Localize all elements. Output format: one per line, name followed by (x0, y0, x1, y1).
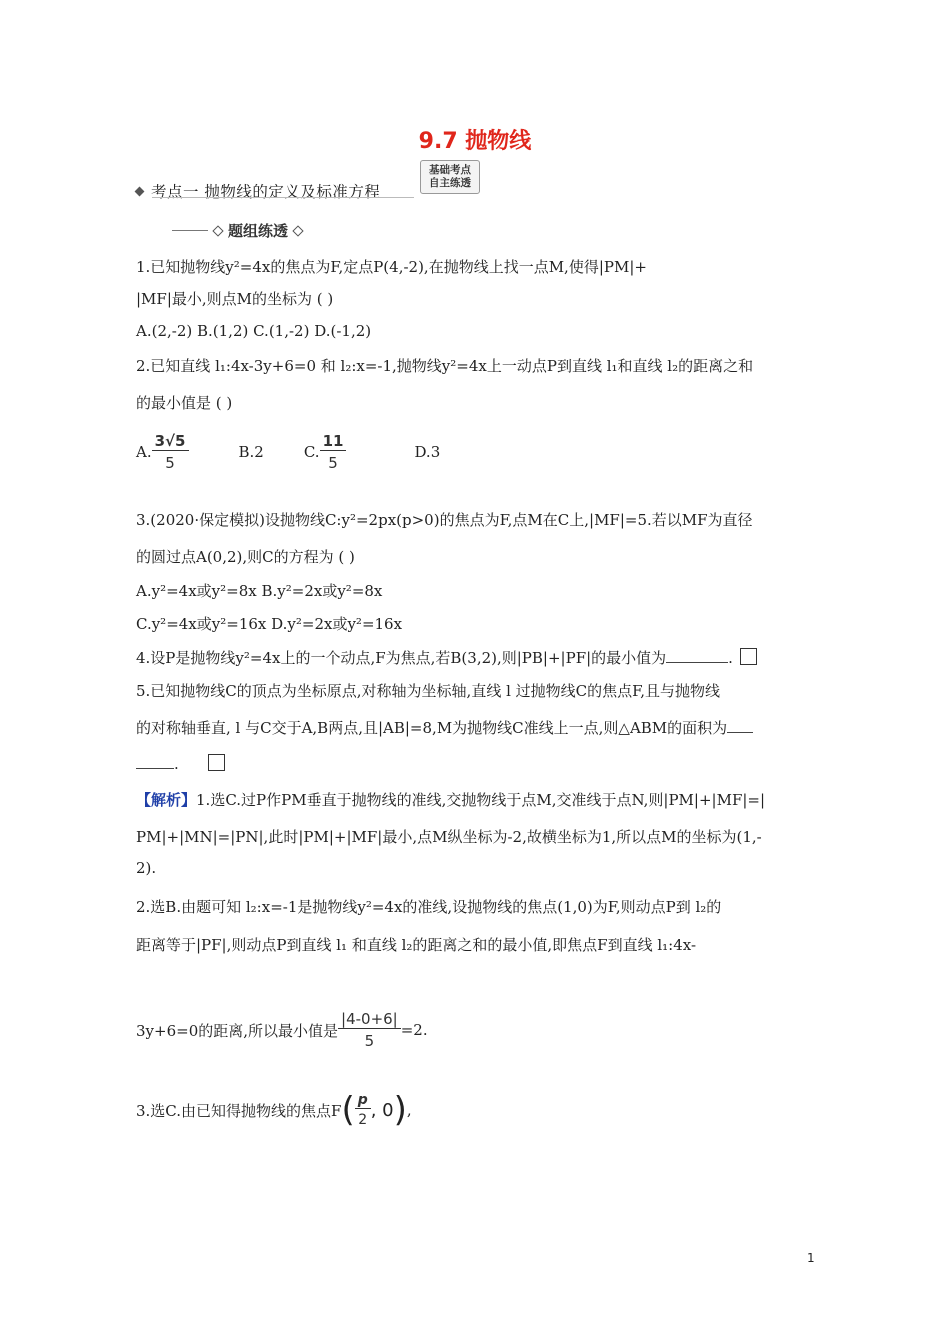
a3-fraction (355, 1092, 371, 1128)
a3-tail: , (406, 1101, 412, 1119)
q2-line2: 的最小值是 ( ) (136, 394, 233, 412)
q2-opt-a-fraction (152, 432, 189, 472)
subhead-rule-left (172, 230, 208, 231)
q5-answer-blank-2[interactable] (136, 754, 174, 769)
a2-end: =2. (400, 1021, 428, 1039)
section-heading (136, 180, 380, 202)
a2-line3-text: 3y+6=0的距离,所以最小值是 (136, 1021, 339, 1040)
q2-opt-a-num: 3√5 (152, 432, 189, 451)
a1-line2: PM|+|MN|=|PN|,此时|PM|+|MF|最小,点M纵坐标为-2,故横坐标为1,所以点M的坐标为(1,- (136, 828, 762, 846)
q2-opt-a-den: 5 (165, 454, 175, 472)
a2-line1: 2.选B.由题可知 l₂:x=-1是抛物线y²=4x的准线,设抛物线的焦点(1,0)为F,则动点P到 l₂的 (136, 898, 722, 916)
q2-opt-d: D.3 (414, 443, 441, 461)
section-badge (420, 160, 480, 194)
a2-line3 (136, 1010, 428, 1050)
q5-line1: 5.已知抛物线C的顶点为坐标原点,对称轴为坐标轴,直线 l 过抛物线C的焦点F,且与抛物线 (136, 682, 720, 700)
q2-opt-c-den: 5 (328, 454, 338, 472)
section-label: 考点一 抛物线的定义及标准方程 (151, 183, 381, 201)
a1-line1-text: 1.选C.过P作PM垂直于抛物线的准线,交抛物线于点M,交准线于点N,则|PM|+|MF|=| (196, 791, 766, 809)
a3-zero: , 0 (370, 1099, 394, 1121)
badge-line1: 基础考点 (429, 164, 471, 176)
q2-line1: 2.已知直线 l₁:4x-3y+6=0 和 l₂:x=-1,抛物线y²=4x上一动点P到直线 l₁和直线 l₂的距离之和 (136, 357, 754, 375)
q1-line1: 1.已知抛物线y²=4x的焦点为F,定点P(4,-2),在抛物线上找一点M,使得|PM|+ (136, 258, 647, 276)
page-number: 1 (807, 1251, 815, 1265)
q5-checkbox-icon[interactable] (208, 754, 225, 771)
q2-opt-b: B.2 (238, 443, 264, 461)
q4-answer-blank[interactable] (666, 648, 728, 663)
q4-line: 4.设P是抛物线y²=4x上的一个动点,F为焦点,若B(3,2),则|PB|+|PF|的最小值为 . (136, 647, 757, 668)
a3-right-paren-icon: ) (393, 1090, 407, 1130)
q3-line1: 3.(2020·保定模拟)设抛物线C:y²=2px(p>0)的焦点为F,点M在C上,|MF|=5.若以MF为直径 (136, 511, 753, 529)
q2-opt-a-prefix: A. (136, 443, 152, 461)
a2-line2: 距离等于|PF|,则动点P到直线 l₁ 和直线 l₂的距离之和的最小值,即焦点F到直线 l₁:4x- (136, 936, 697, 954)
q5-line2-text: 的对称轴垂直, l 与C交于A,B两点,且|AB|=8,M为抛物线C准线上一点,则△ABM的面积为 (136, 719, 728, 737)
a2-fraction (338, 1010, 401, 1050)
a1-line1 (136, 789, 765, 810)
q1-line2: |MF|最小,则点M的坐标为 ( ) (136, 290, 334, 308)
badge-line2: 自主练透 (429, 177, 471, 189)
q5-line2 (136, 717, 753, 738)
a3-line1-text: 3.选C.由已知得抛物线的焦点F (136, 1101, 342, 1120)
subheading (172, 220, 308, 241)
subhead-label: 题组练透 (228, 222, 289, 240)
q2-options (136, 432, 440, 472)
a3-left-paren-icon: ( (341, 1090, 355, 1130)
diamond-bullet-icon (135, 186, 145, 196)
a3-line1 (136, 1092, 412, 1128)
q2-opt-c-prefix: C. (303, 443, 320, 461)
page-title: 9.7 抛物线 (418, 129, 532, 154)
q5-line3: . (136, 754, 225, 773)
q2-opt-c-fraction (320, 432, 347, 472)
q4-text: 4.设P是抛物线y²=4x上的一个动点,F为焦点,若B(3,2),则|PB|+|PF|的最小值为 (136, 649, 667, 667)
q5-answer-blank-1[interactable] (727, 718, 753, 733)
analysis-label: 【解析】 (136, 791, 197, 809)
a2-frac-den: 5 (364, 1032, 375, 1050)
subhead-diamond-icon (212, 225, 223, 236)
q3-line2: 的圆过点A(0,2),则C的方程为 ( ) (136, 548, 355, 566)
a3-frac-den: 2 (358, 1112, 368, 1128)
a1-line3: 2). (136, 859, 157, 877)
q1-options: A.(2,-2) B.(1,2) C.(1,-2) D.(-1,2) (136, 322, 372, 340)
subhead-diamond-icon (292, 225, 303, 236)
section-underline (152, 197, 414, 198)
q4-checkbox-icon[interactable] (740, 648, 757, 665)
q2-opt-c-num: 11 (320, 432, 347, 451)
q3-options-row1: A.y²=4x或y²=8x B.y²=2x或y²=8x (136, 582, 383, 600)
a2-frac-num: |4-0+6| (338, 1010, 401, 1029)
a3-frac-num: p (355, 1092, 371, 1109)
q3-options-row2: C.y²=4x或y²=16x D.y²=2x或y²=16x (136, 615, 403, 633)
